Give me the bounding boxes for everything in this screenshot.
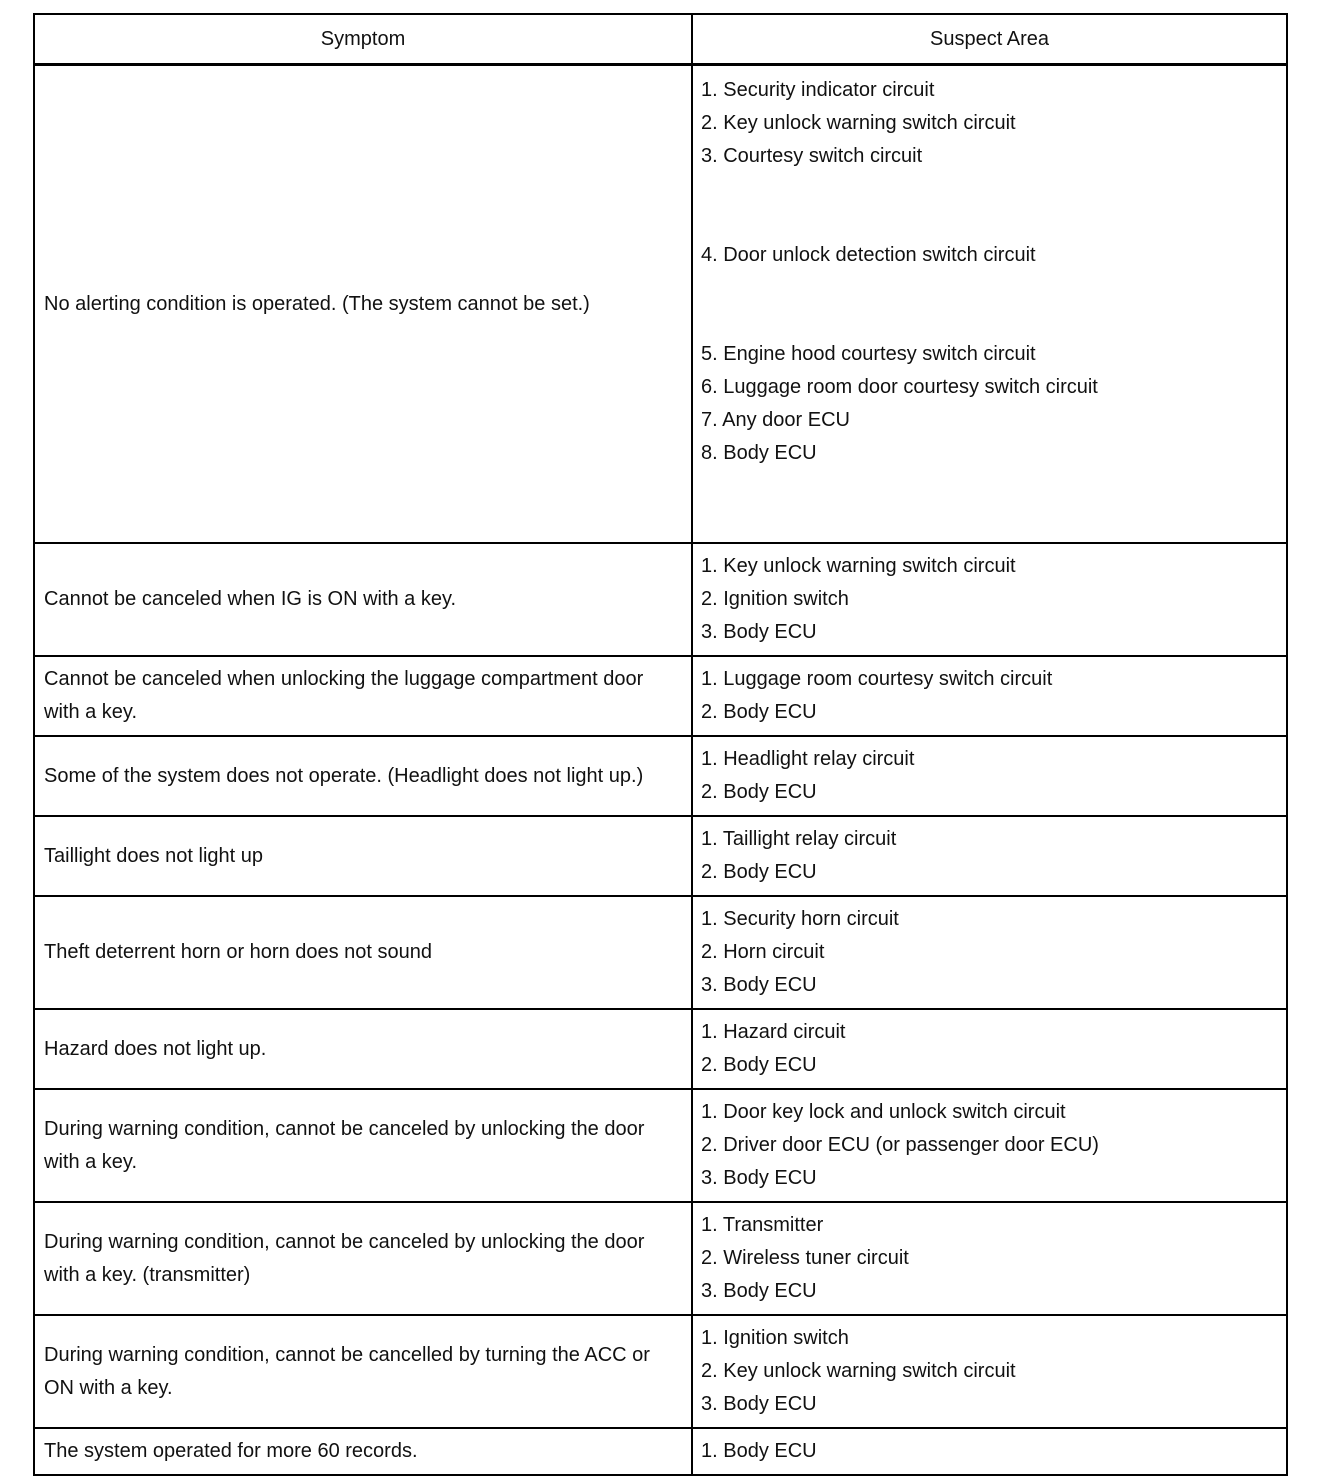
suspect-item: 8. Body ECU bbox=[701, 442, 817, 464]
symptom-cell: Cannot be canceled when IG is ON with a key. bbox=[34, 543, 692, 656]
suspect-item: 1. Headlight relay circuit bbox=[701, 748, 915, 770]
suspect-item: 3. Body ECU bbox=[701, 974, 817, 996]
suspect-area-cell bbox=[692, 65, 1287, 544]
suspect-item: 2. Ignition switch bbox=[701, 588, 849, 610]
table-row bbox=[34, 896, 1287, 1009]
suspect-item: 3. Body ECU bbox=[701, 1280, 817, 1302]
symptom-cell: Theft deterrent horn or horn does not sound bbox=[34, 896, 692, 1009]
suspect-area-cell bbox=[692, 1089, 1287, 1202]
table-row bbox=[34, 65, 1287, 544]
troubleshooting-table-container bbox=[33, 13, 1286, 1476]
suspect-item: 1. Security indicator circuit bbox=[701, 79, 935, 101]
table-row bbox=[34, 543, 1287, 656]
suspect-item: 2. Horn circuit bbox=[701, 941, 825, 963]
suspect-item: 3. Body ECU bbox=[701, 1393, 817, 1415]
suspect-item: 1. Ignition switch bbox=[701, 1327, 849, 1349]
symptom-cell: The system operated for more 60 records. bbox=[34, 1428, 692, 1475]
suspect-item: 2. Driver door ECU (or passenger door ECU) bbox=[701, 1134, 1099, 1156]
suspect-item: 1. Door key lock and unlock switch circuit bbox=[701, 1101, 1066, 1123]
suspect-item: 4. Door unlock detection switch circuit bbox=[701, 244, 1036, 266]
table-row bbox=[34, 1428, 1287, 1475]
suspect-item: 3. Body ECU bbox=[701, 621, 817, 643]
suspect-item: 7. Any door ECU bbox=[701, 409, 850, 431]
suspect-area-cell bbox=[692, 656, 1287, 736]
suspect-area-cell bbox=[692, 1428, 1287, 1475]
symptom-cell: During warning condition, cannot be cancelled by turning the ACC or ON with a key. bbox=[34, 1315, 692, 1428]
suspect-item: 3. Courtesy switch circuit bbox=[701, 145, 923, 167]
suspect-item: 2. Body ECU bbox=[701, 781, 817, 803]
header-row bbox=[34, 14, 1287, 65]
symptom-cell: No alerting condition is operated. (The system cannot be set.) bbox=[34, 65, 692, 544]
symptom-cell: During warning condition, cannot be canceled by unlocking the door with a key. bbox=[34, 1089, 692, 1202]
suspect-item: 1. Luggage room courtesy switch circuit bbox=[701, 668, 1053, 690]
suspect-item: 2. Body ECU bbox=[701, 861, 817, 883]
suspect-item: 2. Wireless tuner circuit bbox=[701, 1247, 909, 1269]
table-body bbox=[34, 65, 1287, 1476]
symptom-cell: Hazard does not light up. bbox=[34, 1009, 692, 1089]
suspect-area-cell bbox=[692, 1202, 1287, 1315]
symptom-cell: Some of the system does not operate. (Headlight does not light up.) bbox=[34, 736, 692, 816]
table-row bbox=[34, 1315, 1287, 1428]
suspect-item: 2. Body ECU bbox=[701, 701, 817, 723]
table-row bbox=[34, 1009, 1287, 1089]
suspect-area-cell bbox=[692, 1315, 1287, 1428]
suspect-item: 6. Luggage room door courtesy switch circuit bbox=[701, 376, 1098, 398]
suspect-area-cell bbox=[692, 896, 1287, 1009]
suspect-item: 1. Taillight relay circuit bbox=[701, 828, 897, 850]
suspect-item: 1. Key unlock warning switch circuit bbox=[701, 555, 1016, 577]
table-row bbox=[34, 736, 1287, 816]
suspect-area-cell bbox=[692, 543, 1287, 656]
suspect-item: 2. Body ECU bbox=[701, 1054, 817, 1076]
table-row bbox=[34, 1089, 1287, 1202]
table-row bbox=[34, 656, 1287, 736]
table-row bbox=[34, 816, 1287, 896]
suspect-item: 1. Hazard circuit bbox=[701, 1021, 846, 1043]
suspect-area-cell bbox=[692, 816, 1287, 896]
header-suspect-area: Suspect Area bbox=[692, 14, 1287, 65]
symptom-cell: During warning condition, cannot be canceled by unlocking the door with a key. (transmitter) bbox=[34, 1202, 692, 1315]
suspect-item: 1. Transmitter bbox=[701, 1214, 824, 1236]
suspect-item: 2. Key unlock warning switch circuit bbox=[701, 1360, 1016, 1382]
symptom-cell: Taillight does not light up bbox=[34, 816, 692, 896]
suspect-item: 2. Key unlock warning switch circuit bbox=[701, 112, 1016, 134]
suspect-item: 1. Body ECU bbox=[701, 1440, 817, 1462]
header-symptom: Symptom bbox=[34, 14, 692, 65]
suspect-item: 5. Engine hood courtesy switch circuit bbox=[701, 343, 1036, 365]
symptom-cell: Cannot be canceled when unlocking the luggage compartment door with a key. bbox=[34, 656, 692, 736]
suspect-item: 1. Security horn circuit bbox=[701, 908, 899, 930]
symptom-suspect-table bbox=[33, 13, 1288, 1476]
suspect-area-cell bbox=[692, 736, 1287, 816]
table-header bbox=[34, 14, 1287, 65]
suspect-item: 3. Body ECU bbox=[701, 1167, 817, 1189]
table-row bbox=[34, 1202, 1287, 1315]
suspect-area-cell bbox=[692, 1009, 1287, 1089]
